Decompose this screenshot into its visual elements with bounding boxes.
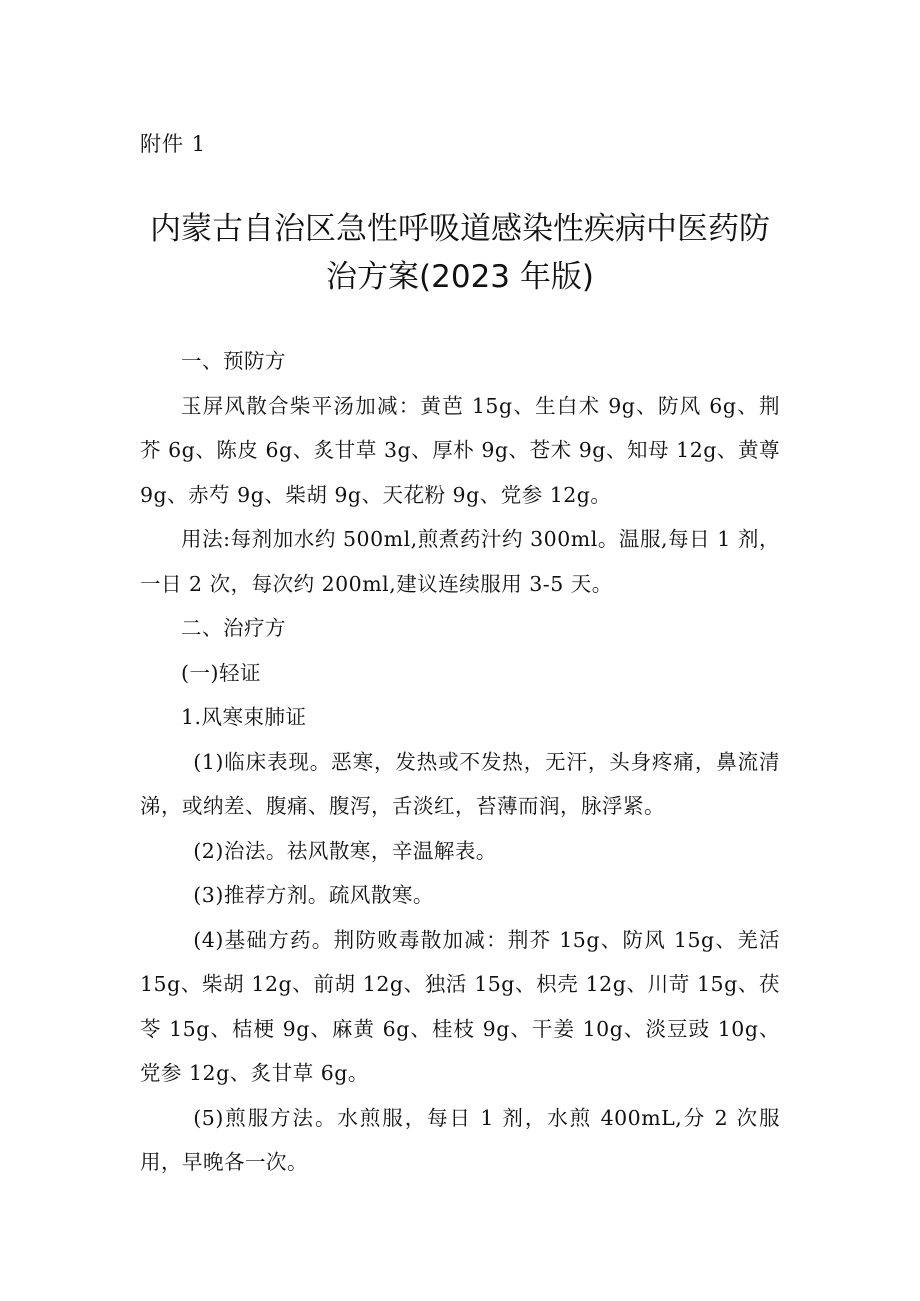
- attachment-label: 附件 1: [140, 132, 207, 156]
- clinical-manifestation: (1)临床表现。恶寒，发热或不发热，无汗，头身疼痛，鼻流清涕，或纳差、腹痛、腹泻，舌淡红，苔薄而润，脉浮紧。: [140, 749, 780, 818]
- title-line-2: 治方案(2023 年版): [326, 259, 594, 295]
- prevention-usage: 用法:每剂加水约 500ml,煎煮药汁约 300ml。温服,每日 1 剂，一日 2 次，每次约 200ml,建议连续服用 3-5 天。: [140, 527, 780, 596]
- document-body: [140, 339, 780, 1185]
- decoction-method: (5)煎服方法。水煎服，每日 1 剂，水煎 400mL,分 2 次服用，早晚各一次。: [140, 1105, 780, 1174]
- recommended-prescription: (3)推荐方剂。疏风散寒。: [193, 883, 434, 907]
- document-title: [120, 205, 800, 301]
- section-heading-prevention: 一、预防方: [181, 349, 286, 373]
- title-line-1: 内蒙古自治区急性呼吸道感染性疾病中医药防: [150, 211, 770, 247]
- section-heading-treatment: 二、治疗方: [181, 616, 286, 640]
- treatment-principle: (2)治法。祛风散寒，辛温解表。: [193, 838, 497, 863]
- basic-formula: (4)基础方药。荆防败毒散加减：荆芥 15g、防风 15g、羌活 15g、柴胡 12g、前胡 12g、独活 15g、枳壳 12g、川苛 15g、茯苓 15g、桔梗 9g、麻黄 6g、桂枝 9g、干姜 10g、淡豆豉 10g、党参 12g、炙甘草 6g。: [140, 927, 780, 1085]
- prevention-formula: 玉屏风散合柴平汤加减：黄芭 15g、生白术 9g、防风 6g、荆芥 6g、陈皮 6g、炙甘草 3g、厚朴 9g、苍术 9g、知母 12g、黄尊 9g、赤芍 9g、柴胡 9g、天花粉 9g、党参 12g。: [140, 393, 780, 507]
- syndrome-heading: 1.风寒束肺证: [181, 705, 307, 729]
- subsection-mild: (一)轻证: [181, 660, 261, 685]
